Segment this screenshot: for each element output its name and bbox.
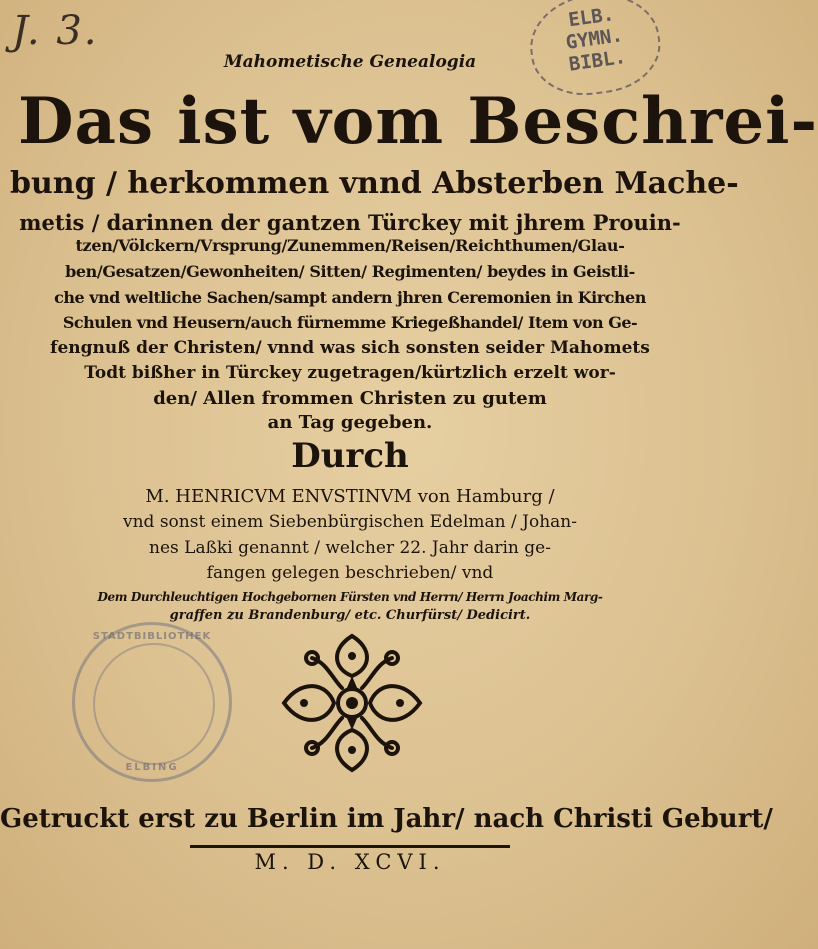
- stamp-top-text: STADTBIBLIOTHEK: [92, 631, 212, 642]
- subtitle-line: che vnd weltliche Sachen/sampt andern jhren Ceremonien in Kirchen: [54, 288, 646, 307]
- rule-divider: [190, 845, 510, 848]
- author-line: fangen gelegen beschrieben/ vnd: [206, 563, 494, 583]
- subtitle-line: Todt bißher in Türckey zugetragen/kürtzlich erzelt wor-: [84, 363, 616, 383]
- dedication-line: graffen zu Brandenburg/ etc. Churfürst/ Dedicirt.: [169, 608, 531, 623]
- library-stamp-line: ELB.: [567, 3, 616, 32]
- subtitle-line: fengnuß der Christen/ vnnd was sich sonsten seider Mahomets: [50, 338, 650, 358]
- subtitle-line: den/ Allen frommen Christen zu gutem: [153, 388, 547, 409]
- subtitle-line: metis / darinnen der gantzen Türckey mit jhrem Prouin-: [19, 210, 681, 235]
- handwritten-shelfmark: J. 3.: [12, 8, 99, 54]
- imprint-line: Getruckt erst zu Berlin im Jahr/ nach Christi Geburt/: [0, 804, 773, 834]
- round-library-stamp: [72, 622, 232, 782]
- dedication-line: Dem Durchleuchtigen Hochgebornen Fürsten vnd Herrn/ Herrn Joachim Marg-: [97, 590, 603, 604]
- caption: Mahometische Genealogia: [223, 52, 477, 72]
- author-line: nes Laßki genannt / welcher 22. Jahr darin ge-: [149, 538, 551, 558]
- by-line: Durch: [291, 436, 409, 476]
- printers-ornament: [272, 628, 432, 778]
- subtitle-line: Schulen vnd Heusern/auch fürnemme Kriegeßhandel/ Item von Ge-: [62, 313, 638, 332]
- author-line: M. HENRICVM ENVSTINVM von Hamburg /: [145, 486, 555, 507]
- stamp-bottom-text: ELBING: [125, 762, 179, 773]
- subtitle-line: tzen/Völckern/Vrsprung/Zunemmen/Reisen/Reichthumen/Glau-: [75, 236, 625, 255]
- subtitle-line: ben/Gesatzen/Gewonheiten/ Sitten/ Regimenten/ beydes in Geistli-: [65, 262, 635, 281]
- subtitle-line: an Tag gegeben.: [267, 412, 433, 433]
- subtitle-line: bung / herkommen vnnd Absterben Mache-: [10, 166, 739, 201]
- library-stamp-line: GYMN.: [564, 24, 625, 54]
- library-stamp-line: BIBL.: [567, 45, 628, 76]
- main-title: Das ist vom Beschrei-: [18, 84, 818, 159]
- publication-year: M. D. XCVI.: [254, 850, 446, 874]
- stamp-inner-ring: [93, 643, 215, 765]
- author-line: vnd sonst einem Siebenbürgischen Edelman / Johan-: [122, 512, 577, 532]
